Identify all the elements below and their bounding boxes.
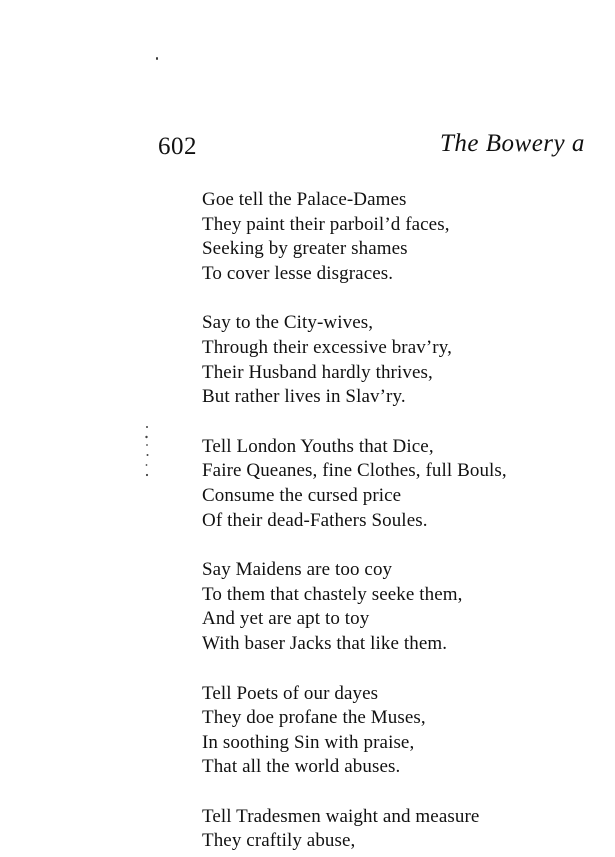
verse-line: To them that chastely seeke them,: [202, 583, 463, 605]
verse-line: Say to the City-wives,: [202, 312, 374, 334]
stanza: [202, 188, 612, 286]
page-number: 602: [158, 133, 197, 160]
verse-line: To cover lesse disgraces.: [202, 262, 394, 284]
stanza: [202, 682, 612, 780]
verse-line: Say Maidens are too coy: [202, 559, 393, 581]
verse-line: Tell London Youths that Dice,: [202, 435, 434, 457]
verse-line: Tell Tradesmen waight and measure: [202, 805, 480, 827]
stanza: [202, 311, 612, 409]
verse-line: Tell Poets of our dayes: [202, 682, 379, 704]
verse-line: They paint their parboil’d faces,: [202, 213, 450, 235]
margin-ink-mark: [144, 425, 150, 483]
verse-line: With baser Jacks that like them.: [202, 632, 448, 654]
verse-line: They craftily abuse,: [202, 830, 356, 852]
print-speck: [156, 57, 158, 60]
stanza: [202, 805, 612, 854]
verse-line: And yet are apt to toy: [202, 608, 370, 630]
verse-line: That all the world abuses.: [202, 756, 401, 778]
verse-line: Through their excessive brav’ry,: [202, 336, 452, 358]
verse-line: Of their dead-Fathers Soules.: [202, 509, 428, 531]
poem-body: [202, 188, 612, 854]
verse-line: But rather lives in Slav’ry.: [202, 386, 406, 408]
stanza: [202, 558, 612, 656]
verse-line: Consume the cursed price: [202, 484, 402, 506]
verse-line: Their Husband hardly thrives,: [202, 361, 433, 383]
verse-line: In soothing Sin with praise,: [202, 731, 415, 753]
verse-line: Seeking by greater shames: [202, 238, 408, 260]
verse-line: Faire Queanes, fine Clothes, full Bouls,: [202, 460, 507, 482]
running-head: The Bowery a: [440, 130, 585, 157]
verse-line: Goe tell the Palace-Dames: [202, 189, 407, 210]
stanza: [202, 435, 612, 533]
verse-line: They doe profane the Muses,: [202, 707, 426, 729]
